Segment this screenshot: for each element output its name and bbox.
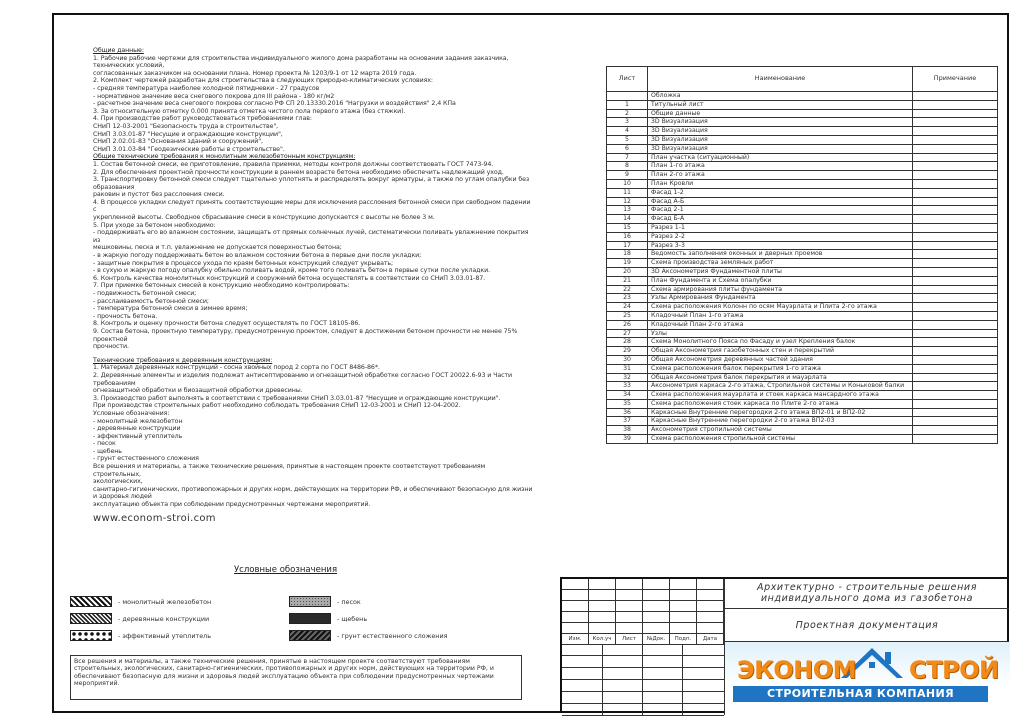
table-row [607,118,998,127]
revision-grid [562,579,724,644]
sheet-number: 38 [607,426,648,435]
sheet-name: План 1-го этажа [648,162,913,171]
sheet-number: 20 [607,267,648,276]
table-row [607,364,998,373]
note-line: - в жаркую погоду поддерживать бетон во влажном состоянии бетона в первые дни после укладки; [93,252,422,260]
sheet-number: 10 [607,179,648,188]
sheet-note [913,373,998,382]
sheet-name: Схема Монолитного Пояса по Фасаду и узел Крепления балок [648,338,913,347]
sheet-number: 28 [607,338,648,347]
table-row [607,232,998,241]
sheet-number: 25 [607,311,648,320]
sheet-name: Титульный лист [648,100,913,109]
sheet-note [913,347,998,356]
concrete-swatch-icon [70,596,112,607]
sheet-number: 6 [607,144,648,153]
table-row [607,241,998,250]
col-sheet: Лист [607,67,648,92]
sheet-name: Схема расположения стоек каркаса по Плите 2-го этажа [648,399,913,408]
note-line: СНиП 3.01.03-84 "Геодезические работы в строительстве". [93,145,285,153]
note-line: 4. При производстве работ руководствоваться требованиями глав: [93,115,312,123]
sheet-note [913,153,998,162]
sheet-number: 18 [607,250,648,259]
sheet-note [913,223,998,232]
note-line: Условные обозначения: [93,409,170,417]
note-line: - подвижность бетонной смеси; [93,290,197,297]
table-row [607,206,998,215]
note-line: 6. Контроль качества монолитных конструкций и сооружений бетона осуществлять в соответствии со СНиП 3.03.01-87. [93,274,486,282]
concrete-notes-list [93,161,533,351]
sheet-name: Каркасные Внутренние перегородки 2-го этажа ВП2-03 [648,417,913,426]
sheet-name: 3D Визуализация [648,118,913,127]
note-line: 9. Состав бетона, проектную температуру, предусмотренную проектом, следует в достижении бетоном прочности не менее 75% проектной [93,327,518,343]
note-line: 1. Состав бетонной смеси, ее приготовление, правила приемки, методы контроля должны соответствовать ГОСТ 7473-94. [93,160,494,168]
sheet-name: Узлы Армирования Фундамента [648,294,913,303]
sheet-number: 4 [607,127,648,136]
sheet-number: 21 [607,276,648,285]
sheet-note [913,267,998,276]
table-row [607,355,998,364]
sheet-name: Разрез 1-1 [648,223,913,232]
sheet-name: Общая Аксонометрия балок перекрытия и мауэрлата [648,373,913,382]
legend-title: Условные обозначения [234,565,338,575]
legend-item: - песок [289,596,361,607]
table-row [607,408,998,417]
sheet-name: Фасад 2-1 [648,206,913,215]
note-line: - песок [93,440,116,448]
sheet-name: Кладочный План 1-го этажа [648,311,913,320]
company-logo [724,642,1010,715]
note-line: СНиП 2.02.01-83 "Основания зданий и сооружений", [93,138,263,146]
table-row [607,435,998,444]
sheet-note [913,144,998,153]
sheet-number: 22 [607,285,648,294]
sheet-note [913,329,998,338]
note-line: - щебень [93,447,122,455]
sheet-note [913,127,998,136]
legend-item: - эффективный утеплитель [70,630,211,641]
sheet-note [913,382,998,391]
sheet-note [913,206,998,215]
wood-swatch-icon [70,613,112,624]
note-line: - поддерживать его во влажном состоянии, защищать от прямых солнечных лучей, систематически поливать увлажнение покрытия из [93,229,529,244]
table-row [607,373,998,382]
sheet-number: 34 [607,391,648,400]
table-row [607,144,998,153]
note-line: 4. В процессе укладки следует принять соответствующие меры для исключения расслоения бетонной смеси при свободном падении с [93,198,531,214]
wood-notes-list [93,364,533,508]
sheet-note [913,215,998,224]
sheet-number: 3 [607,118,648,127]
sheet-number: 9 [607,171,648,180]
note-line: Все решения и материалы, а также технические решения, принятые в настоящем проекте соответствуют требованиям строительных, [93,463,486,478]
sheet-name: Аксонометрия стропильной системы [648,426,913,435]
legend-item: - деревянные конструкции [70,613,209,624]
sheet-name: 3D Визуализация [648,135,913,144]
sheet-name: Разрез 2-2 [648,232,913,241]
sheet-note [913,435,998,444]
note-line: согласованных заказчиком на основании плана. Номер проекта № 1203/9-1 от 12 марта 2019 года. [93,69,417,77]
sheet-number: 19 [607,259,648,268]
table-row [607,135,998,144]
note-line: 2. Комплект чертежей разработан для строительства в следующих природно-климатических условиях: [93,77,433,85]
sheet-name: Схема армирования плиты фундамента [648,285,913,294]
sheet-note [913,197,998,206]
sheet-note [913,408,998,417]
note-line: 5. При уходе за бетоном необходимо: [93,221,216,229]
logo-tagline: СТРОИТЕЛЬНАЯ КОМПАНИЯ [733,686,988,702]
soil-swatch-icon [289,630,331,641]
revision-header-row: Изм. Кол.уч Лист №Док. Подп. Дата [562,634,724,645]
note-line: 7. При приемке бетонных смесей в конструкцию необходимо контролировать: [93,282,350,290]
table-row [607,303,998,312]
note-line: - защитные покрытия в процессе ухода по краям бетонных конструкций следует укрывать; [93,259,394,267]
sheet-note [913,276,998,285]
sheet-name: 3D Визуализация [648,127,913,136]
sheet-number: 16 [607,232,648,241]
note-line: - монолитный железобетон [93,417,183,425]
table-row [607,109,998,118]
sheet-name: Обложка [648,92,913,101]
table-row [607,391,998,400]
sheet-name: План 2-го этажа [648,171,913,180]
gravel-swatch-icon [289,613,331,624]
sheet-name: Кладочный План 2-го этажа [648,320,913,329]
sheet-number: 35 [607,399,648,408]
note-line: экологических, [93,478,143,486]
legend-item: - грунт естественного сложения [289,630,447,641]
sheet-number: 15 [607,223,648,232]
note-line: - средняя температура наиболее холодной пятидневки - 27 градусов [93,84,320,92]
table-row [607,127,998,136]
sheet-note [913,171,998,180]
sheet-note [913,232,998,241]
table-row [607,223,998,232]
sheet-note [913,426,998,435]
sheet-note [913,303,998,312]
sand-swatch-icon [289,596,331,607]
sheet-note [913,162,998,171]
sheet-number: 30 [607,355,648,364]
table-row [607,320,998,329]
note-line: - деревянные конструкции [93,425,181,433]
sheet-note [913,92,998,101]
compliance-note: Все решения и материалы, а также технические решения, принятые в настоящем проекте соответствуют требованиям строительных, экологических, санитарно-гигиенических, противопожарных и других норм, действующих на территории РФ, и обеспечивают безопасную для жизни и здоровья людей эксплуатацию объекта при соблюдении предусмотренных чертежами мероприятий. [70,655,522,700]
table-row [607,188,998,197]
sheet-number: 32 [607,373,648,382]
sheet-number: 33 [607,382,648,391]
sheet-number: 37 [607,417,648,426]
note-line: - температура бетонной смеси в зимнее время; [93,305,248,313]
sheet-name: Каркасные Внутренние перегородки 2-го этажа ВП2-01 и ВП2-02 [648,408,913,417]
sheet-number [607,92,648,101]
insulation-swatch-icon [70,630,112,641]
sheet-number: 13 [607,206,648,215]
sheet-number: 26 [607,320,648,329]
sheet-name: Фасад А-Б [648,197,913,206]
table-row [607,338,998,347]
general-notes [93,47,533,509]
sheet-index-table [606,66,998,444]
sheet-number: 27 [607,329,648,338]
sheet-number: 36 [607,408,648,417]
wood-notes-title: Технические требования к деревянным конструкциям: [93,356,273,364]
sheet-name: Схема расположения мауэрлата и стоек каркаса мансардного этажа [648,391,913,400]
sheet-note [913,391,998,400]
sheet-name: Фасад 1-2 [648,188,913,197]
table-row [607,399,998,408]
sheet-number: 24 [607,303,648,312]
sheet-name: План участка (ситуационный) [648,153,913,162]
table-row [607,426,998,435]
table-row [607,259,998,268]
note-line: - прочность бетона. [93,312,158,320]
sheet-name: Разрез 3-3 [648,241,913,250]
sheet-note [913,294,998,303]
note-line: - эффективный утеплитель [93,432,183,440]
note-line: 2. Для обеспечения проектной прочности конструкции в раннем возрасте бетона необходимо обеспечить надлежащий уход. [93,168,504,176]
table-row [607,417,998,426]
note-line: СНиП 12-03-2001 "Безопасность труда в строительстве", [93,122,279,130]
note-line: - расслаиваемость бетонной смеси; [93,297,209,305]
sheet-number: 29 [607,347,648,356]
table-row [607,311,998,320]
sheet-name: Схема расположения стропильной системы [648,435,913,444]
table-row [607,100,998,109]
note-line: - нормативное значение веса снегового покрова для III района - 180 кг/м2 [93,92,335,100]
sheet-name: Аксонометрия каркаса 2-го этажа, Стропильной системы и Коньковой балки [648,382,913,391]
sheet-note [913,109,998,118]
table-row [607,329,998,338]
note-line: - грунт естественного сложения [93,455,199,463]
table-row [607,197,998,206]
sheet-note [913,285,998,294]
note-line: СНиП 3.03.01-87 "Несущие и ограждающие конструкции", [93,130,283,138]
note-line: - в сухую и жаркую погоду опалубку обильно поливать водой, кроме того поливать бетон в первые сутки после укладки. [93,267,491,275]
sheet-number: 5 [607,135,648,144]
sheet-note [913,241,998,250]
sheet-number: 8 [607,162,648,171]
sheet-name: 3D Аксонометрия Фундаментной плиты [648,267,913,276]
sheet-name: Фасад Б-А [648,215,913,224]
general-notes-list [93,55,533,154]
sheet-name: Общие данные [648,109,913,118]
sheet-name: План Фундамента и Схема опалубки [648,276,913,285]
table-row [607,153,998,162]
note-line: раковин и пустот без расслоения смеси. [93,191,225,199]
signature-grid [562,644,724,715]
sheet-number: 39 [607,435,648,444]
sheet-name: Схема расположения балок перекрытия 1-го этажа [648,364,913,373]
sheet-note [913,417,998,426]
sheet-note [913,364,998,373]
note-line: огнезащитной обработки и биозащитной обработки древесины. [93,387,303,395]
sheet-number: 17 [607,241,648,250]
sheet-name: Схема производства земляных работ [648,259,913,268]
sheet-name: Общая Аксонометрия газобетонных стен и перекрытий [648,347,913,356]
sheet-number: 1 [607,100,648,109]
project-subtitle: Проектная документация [724,609,1009,642]
sheet-name: 3D Визуализация [648,144,913,153]
note-line: 8. Контроль и оценку прочности бетона следует осуществлять по ГОСТ 18105-86. [93,320,361,328]
sheet-note [913,320,998,329]
sheet-note [913,399,998,408]
sheet-name: Общая Аксонометрия деревянных частей здания [648,355,913,364]
table-row [607,179,998,188]
sheet-number: 2 [607,109,648,118]
note-line: 1. Рабочие рабочие чертежи для строительства индивидуального жилого дома разработаны на основании задания заказчика, технических условий, [93,54,509,70]
note-line: 3. Транспортировку бетонной смеси следует тщательно уплотнять и распределять вокруг арматуры, а также по углам опалубки без образования [93,176,530,191]
sheet-note [913,338,998,347]
website-url[interactable]: www.econom-stroi.com [93,513,216,524]
sheet-number: 12 [607,197,648,206]
sheet-note [913,118,998,127]
note-line: При производстве строительных работ необходимо соблюдать требования СНиП 12-03-2001 и СНиП 12-04-2002. [93,402,461,410]
note-line: 1. Материал деревянных конструкций - сосна хвойных пород 2 сорта по ГОСТ 8486-86*. [93,364,380,372]
sheet-number: 23 [607,294,648,303]
logo-word-1: ЭКОНОМ [737,656,857,684]
sheet-number: 14 [607,215,648,224]
table-row [607,382,998,391]
note-line: укрепленной высоты. Свободное сбрасывание смеси в конструкцию допускается с высоты не более 3 м. [93,214,435,222]
legend-item: - щебень [289,613,367,624]
sheet-number: 31 [607,364,648,373]
sheet-name: План Кровли [648,179,913,188]
sheet-note [913,355,998,364]
note-line: 2. Деревянные элементы и изделия подлежат антисептированию и огнезащитной обработке согласно ГОСТ 20022.6-93 и Части требованиям [93,371,513,387]
note-line: 3. За относительную отметку 0.000 принята отметка чистого пола первого этажа (без стяжки). [93,107,406,115]
sheet-number: 11 [607,188,648,197]
sheet-name: Ведомость заполнения оконных и дверных проемов [648,250,913,259]
col-note: Примечание [913,67,998,92]
table-row [607,162,998,171]
logo-word-2: СТРОЙ [909,656,999,684]
table-row [607,347,998,356]
sheet-note [913,259,998,268]
table-row [607,171,998,180]
title-block [560,577,1009,713]
table-row [607,267,998,276]
note-line: прочности. [93,343,129,351]
legend-item: - монолитный железобетон [70,596,211,607]
sheet-name: Схема расположения Колонн по осям Мауэрлата и Плита 2-го этажа [648,303,913,312]
sheet-note [913,179,998,188]
sheet-note [913,250,998,259]
table-row [607,294,998,303]
note-line: мешковины, песка и т.п. увлажнение не допускается поверхностью бетона; [93,244,342,252]
project-title: Архитектурно - строительные решения индивидуального дома из газобетона [724,579,1009,609]
sheet-note [913,100,998,109]
note-line: санитарно-гигиенических, противопожарных и других норм, действующих на территории РФ, и обеспечивают безопасную для жизни и здоровья людей [93,485,533,501]
table-row [607,276,998,285]
table-row [607,285,998,294]
note-line: эксплуатацию объекта при соблюдении предусмотренных чертежами мероприятий. [93,501,371,509]
table-row [607,92,998,101]
concrete-notes-title: Общие технические требования к монолитным железобетонным конструкциям: [93,153,356,161]
table-row [607,250,998,259]
sheet-note [913,311,998,320]
general-notes-title: Общие данные: [93,47,144,54]
table-row [607,215,998,224]
note-line: 3. Производство работ выполнять в соответствии с требованиями СНиП 3.03.01-87 "Несущие и ограждающие конструкции". [93,394,501,402]
sheet-note [913,135,998,144]
sheet-name: Узлы [648,329,913,338]
col-name: Наименование [648,67,913,92]
note-line: - расчетное значение веса снегового покрова согласно РФ СП 20.13330.2016 "Нагрузки и воздействия" 2,4 КПа [93,100,456,108]
sheet-note [913,188,998,197]
sheet-number: 7 [607,153,648,162]
